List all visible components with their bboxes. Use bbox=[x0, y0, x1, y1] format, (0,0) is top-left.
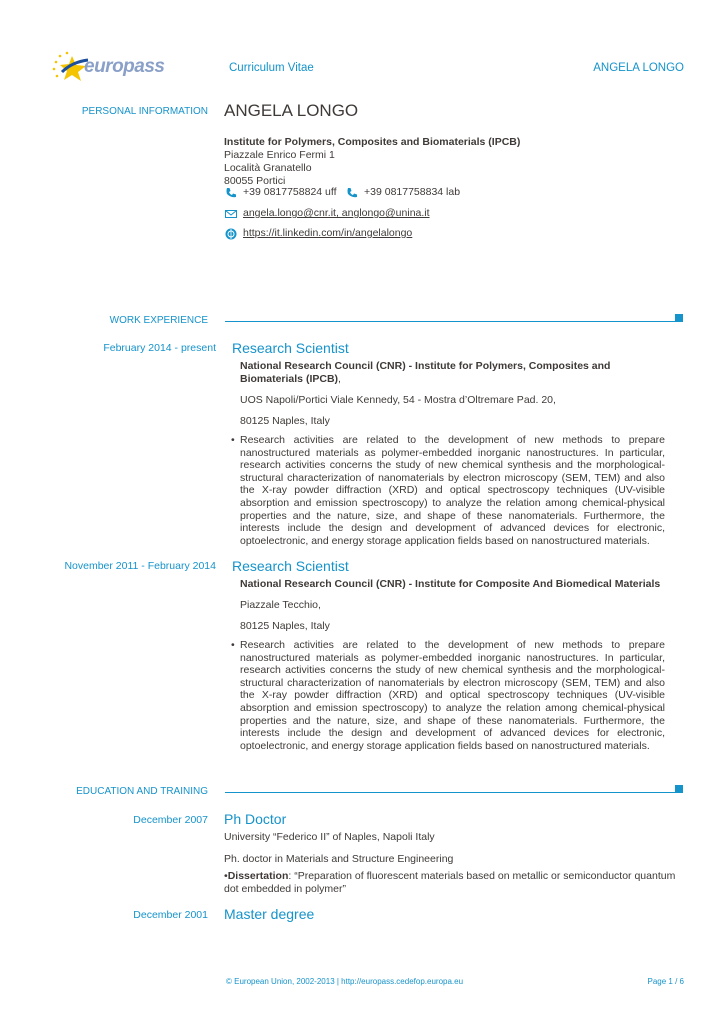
job-employer bbox=[240, 360, 665, 385]
job-employer-name: National Research Council (CNR) - Institute for Composite And Biomedical Materials bbox=[240, 578, 661, 590]
education-title: Ph Doctor bbox=[224, 811, 287, 827]
phone-office: +39 0817758824 uff bbox=[243, 186, 337, 198]
job-address: Piazzale Tecchio, bbox=[240, 599, 321, 611]
footer-copyright: © European Union, 2002-2013 | http://europass.cedefop.europa.eu bbox=[226, 977, 464, 986]
job-city: 80125 Naples, Italy bbox=[240, 620, 330, 632]
linkedin-web-icon bbox=[225, 228, 237, 240]
bullet-icon: • bbox=[224, 870, 228, 882]
institute-name: Institute for Polymers, Composites and Biomaterials (IPCB) bbox=[224, 136, 521, 148]
section-divider-line bbox=[225, 792, 676, 793]
job-description-text: Research activities are related to the development of new methods to prepare nanostructured materials as polymer-embedded inorganic nanostructures. In particular, research activities concerns the study of new chemical synthesis and the morphological-structural characterization of nanomaterials by electron microscopy (SEM, TEM) and also the X-ray powder diffraction (XRD) and optical spectroscopy techniques (UV-visible absorption and emission spectroscopy) to analyze the relation among chemical-physical properties and the nature, size, and shape of these nanomaterials. Furthermore, the interests include the design and development of advanced devices for electronic, optoelectronic, and energy storage application fields based on nanostructured materials. bbox=[240, 434, 665, 547]
section-label-personal: PERSONAL INFORMATION bbox=[81, 106, 208, 117]
section-label-work: WORK EXPERIENCE bbox=[109, 315, 208, 326]
job-title: Research Scientist bbox=[232, 558, 349, 574]
job-dates: November 2011 - February 2014 bbox=[64, 560, 216, 572]
email-link[interactable]: angela.longo@cnr.it, anglongo@unina.it bbox=[243, 207, 430, 219]
email-icon bbox=[225, 208, 237, 220]
linkedin-link[interactable]: https://it.linkedin.com/in/angelalongo bbox=[243, 227, 413, 239]
section-divider-square bbox=[675, 314, 683, 322]
header-title: Curriculum Vitae bbox=[229, 62, 314, 74]
job-employer bbox=[240, 578, 665, 591]
job-address: UOS Napoli/Portici Viale Kennedy, 54 - Mostra d’Oltremare Pad. 20, bbox=[240, 394, 556, 406]
job-description bbox=[231, 434, 665, 547]
education-dissertation bbox=[224, 870, 684, 895]
section-divider-line bbox=[225, 321, 676, 322]
section-divider-square bbox=[675, 785, 683, 793]
job-employer-suffix: , bbox=[338, 372, 341, 385]
europass-logo-text: europass bbox=[84, 56, 165, 77]
europass-logo bbox=[50, 50, 165, 84]
job-city: 80125 Naples, Italy bbox=[240, 415, 330, 427]
dissertation-label: Dissertation bbox=[227, 870, 289, 882]
full-name: ANGELA LONGO bbox=[224, 101, 359, 120]
bullet-icon: • bbox=[231, 434, 235, 446]
dissertation-text: : “Preparation of fluorescent materials based on metallic or semiconductor quantum dot embedded in polymer” bbox=[224, 870, 676, 895]
address-line: Piazzale Enrico Fermi 1 bbox=[224, 149, 335, 161]
job-description-text: Research activities are related to the development of new methods to prepare nanostructured materials as polymer-embedded inorganic nanostructures. In particular, research activities concerns the study of new chemical synthesis and the morphological-structural characterization of nanomaterials by electron microscopy (SEM, TEM) and also the X-ray powder diffraction (XRD) and optical spectroscopy techniques (UV-visible absorption and emission spectroscopy) to analyze the relation among chemical-physical properties and the nature, size, and shape of these nanomaterials. Furthermore, the interests include the design and development of advanced devices for electronic, optoelectronic, and energy storage application fields based on nanostructured materials. bbox=[240, 639, 665, 752]
phone-icon bbox=[225, 187, 237, 199]
bullet-icon: • bbox=[231, 639, 235, 651]
phone-lab: +39 0817758834 lab bbox=[364, 186, 461, 198]
address-line: Località Granatello bbox=[224, 162, 312, 174]
job-employer-name: National Research Council (CNR) - Institute for Polymers, Composites and Biomaterials (IPCB) bbox=[240, 360, 611, 385]
education-date: December 2007 bbox=[133, 814, 208, 826]
footer-page-number: Page 1 / 6 bbox=[647, 977, 684, 986]
section-label-education: EDUCATION AND TRAINING bbox=[76, 786, 208, 797]
job-dates: February 2014 - present bbox=[103, 342, 216, 354]
education-school: University “Federico II” of Naples, Napoli Italy bbox=[224, 831, 435, 843]
address-line: 80055 Portici bbox=[224, 175, 286, 187]
education-degree: Ph. doctor in Materials and Structure Engineering bbox=[224, 853, 454, 865]
education-date: December 2001 bbox=[133, 909, 208, 921]
job-title: Research Scientist bbox=[232, 340, 349, 356]
header-name: ANGELA LONGO bbox=[593, 62, 684, 74]
education-title: Master degree bbox=[224, 906, 315, 922]
phone-icon bbox=[346, 187, 358, 199]
job-description bbox=[231, 639, 665, 752]
